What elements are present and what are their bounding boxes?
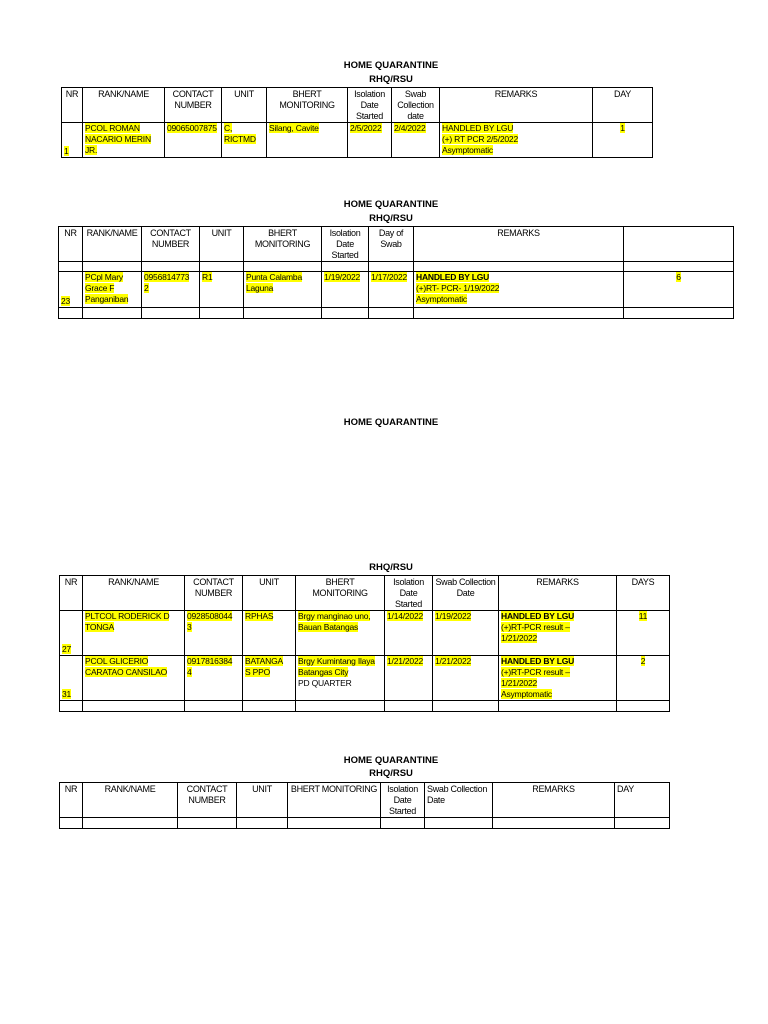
table-3-header-remarks-label: REMARKS: [536, 577, 579, 587]
table-2-row-1-rank-name-line-2-text: Grace F: [85, 283, 115, 293]
table-3-row-2-unit-wrap: [245, 656, 288, 678]
table-3-blank-cell: [433, 701, 499, 712]
table-1-row-1-unit: [222, 123, 267, 158]
table-2-row-1-isolation-date-text: 1/19/2022: [324, 272, 361, 282]
table-3-row-2-remarks-line-1: [501, 656, 614, 667]
table-2-row-1-remarks-line-3-text: Asymptomatic: [416, 294, 467, 304]
table-3-row-1-bhert-monitoring-line-2-text: Bauan Batangas: [298, 622, 359, 632]
table-3-row-2-remarks-line-3: [501, 678, 614, 689]
table-3-row-2-bhert-monitoring-line-2-text: Batangas City: [298, 667, 349, 677]
table-3-row-2-remarks-line-3-text: 1/21/2022: [501, 678, 538, 688]
table-2-row-1-bhert-monitoring-line-1: [246, 272, 319, 283]
table-1-row-1-rank-name-line-1: [85, 123, 162, 134]
table-2-row-1-rank-name-line-2: [85, 283, 139, 294]
quarantine-table-2: [58, 226, 734, 319]
table-2-blank-cell: [244, 308, 322, 319]
quarantine-table-3: [59, 575, 670, 712]
table-2-row-1-contact-number: [142, 272, 200, 308]
table-2-row-1-rank-name-line-3-text: Panganiban: [85, 294, 129, 304]
table-1-row-1-remarks-line-2-text: (+) RT PCR 2/5/2022: [442, 134, 518, 144]
table-3-row-1-rank-name-line-1: [85, 611, 182, 622]
table-3-header-nr-label: NR: [64, 577, 78, 587]
table-3-row-1-bhert-monitoring-line-1-text: Brgy manginao uno,: [298, 611, 371, 621]
table-4-blank-cell: [178, 818, 237, 829]
table-3-row-2-remarks-line-1-text: HANDLED BY LGU: [501, 656, 575, 666]
table-3-header-swab-date: [433, 576, 499, 611]
table-4-blank-cell: [615, 818, 670, 829]
table-2-row-1-bhert-monitoring-line-2: [246, 283, 319, 294]
table-4-header-isolation-date-label: Isolation Date Started: [387, 784, 418, 816]
table-4-blank-cell: [237, 818, 288, 829]
table-3-row-2-rank-name: [83, 656, 185, 701]
table-4-header-isolation-date: [381, 783, 425, 818]
table-1-header-unit: [222, 88, 267, 123]
table-3-row-1-swab-date: [433, 611, 499, 656]
table-1-row-1-contact-number-text: 09065007875: [167, 123, 217, 133]
table-3-row-1-isolation-date-text: 1/14/2022: [387, 611, 424, 621]
table-3-row-2-nr-text: 31: [62, 689, 72, 699]
table-3-row-2-isolation-date-text: 1/21/2022: [387, 656, 424, 666]
table-1-row-1-nr: [62, 123, 83, 158]
table-3-row-1-nr: [60, 611, 83, 656]
table-1-row-1-rank-name-line-2-text: NACARIO MERIN: [85, 134, 151, 144]
table-3-header-bhert-monitoring: [296, 576, 385, 611]
table-3-blank-cell: [385, 701, 433, 712]
table-3-row-1-rank-name-line-1-text: PLTCOL RODERICK D: [85, 611, 170, 621]
table-3-row-1-swab-date-text: 1/19/2022: [435, 611, 472, 621]
table-3-row-2-bhert-monitoring-line-2: [298, 667, 382, 678]
table-3-row-1-bhert-monitoring: [296, 611, 385, 656]
section-5-title: HOME QUARANTINE: [343, 755, 439, 766]
table-3-header-day-label: DAYS: [631, 577, 655, 587]
table-2-blank-cell: [142, 308, 200, 319]
section-4-subtitle: RHQ/RSU: [369, 562, 413, 573]
table-2-row-1-bhert-monitoring-line-2-text: Laguna: [246, 283, 274, 293]
table-2-blank-cell: [83, 308, 142, 319]
table-1-header-day: [593, 88, 653, 123]
table-3-blank-cell: [243, 701, 296, 712]
table-1-row-1-remarks: [440, 123, 593, 158]
table-3-header-rank-name: [83, 576, 185, 611]
table-3-row-2-day-text: 2: [640, 656, 646, 666]
table-2-row-1-contact-number-text: 09568147732: [144, 272, 190, 293]
table-2-header-row: [59, 227, 734, 262]
table-1-row-1-rank-name-line-2: [85, 134, 162, 145]
table-2-blank-cell: [59, 308, 83, 319]
table-4-header-swab-date-label: Swab Collection Date: [427, 784, 488, 805]
table-2-row-1-remarks-line-2-text: (+)RT- PCR- 1/19/2022: [416, 283, 500, 293]
table-3-row-2-day: [617, 656, 670, 701]
table-3-header-isolation-date-label: Isolation Date Started: [393, 577, 424, 609]
table-3-header-day: [617, 576, 670, 611]
table-4-header-nr-label: NR: [64, 784, 78, 794]
table-3-header-unit-label: UNIT: [259, 577, 279, 587]
table-3-row-1-nr-text: 27: [62, 644, 72, 654]
table-1-row-1-bhert-monitoring-text: Silang, Cavite: [269, 123, 319, 133]
table-3-blank-cell: [185, 701, 243, 712]
table-2-blank-cell: [369, 262, 414, 272]
table-2-blank-cell: [142, 262, 200, 272]
table-2-header-isolation-date: [322, 227, 369, 262]
table-1-row-1-swab-date: [392, 123, 440, 158]
table-row: [60, 611, 670, 656]
table-1-row-1-day: [593, 123, 653, 158]
table-3-row-2-contact-number-text: 09178163844: [187, 656, 233, 677]
table-1-row-1-contact-number: [165, 123, 222, 158]
table-2-blank-row: [59, 262, 734, 272]
table-4-header-unit-label: UNIT: [252, 784, 272, 794]
table-3-row-2-remarks-line-4-text: Asymptomatic: [501, 689, 552, 699]
table-3-blank-cell: [499, 701, 617, 712]
section-5-subtitle: RHQ/RSU: [369, 768, 413, 779]
table-3-row-1-isolation-date: [385, 611, 433, 656]
table-2-row-1-remarks-line-2: [416, 283, 621, 294]
table-3-header-row: [60, 576, 670, 611]
table-4-header-day: [615, 783, 670, 818]
table-2-row-1-bhert-monitoring-line-1-text: Punta Calamba: [246, 272, 302, 282]
section-3-title: HOME QUARANTINE: [343, 417, 439, 428]
table-1-row-1-remarks-line-3: [442, 145, 590, 156]
table-3-row-2-remarks-line-4: [501, 689, 614, 700]
table-3-row-2-unit: [243, 656, 296, 701]
table-3-row-1-remarks-line-2: [501, 622, 614, 633]
table-2-row-1-contact-number-wrap: [144, 272, 191, 294]
table-3-row-2-rank-name-line-1-text: PCOL GLICERIO: [85, 656, 149, 666]
table-3-row-1-rank-name-line-2: [85, 622, 182, 633]
table-4-header-bhert-monitoring-label: BHERT MONITORING: [290, 784, 378, 794]
table-2-header-day: [624, 227, 734, 262]
table-3-blank-row: [60, 701, 670, 712]
table-3-row-1-bhert-monitoring-line-1: [298, 611, 382, 622]
table-3-row-2-rank-name-line-1: [85, 656, 182, 667]
table-1-row-1-remarks-line-2: [442, 134, 590, 145]
table-3-row-1-rank-name: [83, 611, 185, 656]
table-3-row-1-unit-wrap: [245, 611, 288, 622]
table-2-blank-cell: [200, 308, 244, 319]
table-1-row-1-isolation-date-text: 2/5/2022: [350, 123, 382, 133]
table-2-blank-cell: [414, 308, 624, 319]
table-1-header-bhert-monitoring-label: BHERT MONITORING: [279, 89, 335, 110]
table-1-header-rank-name: [83, 88, 165, 123]
table-3-blank-cell: [617, 701, 670, 712]
table-2-header-unit: [200, 227, 244, 262]
table-3-blank-cell: [60, 701, 83, 712]
table-3-row-1-remarks-line-1: [501, 611, 614, 622]
table-1-row-1-rank-name-line-1-text: PCOL ROMAN: [85, 123, 140, 133]
table-1-header-isolation-date-label: Isolation Date Started: [354, 89, 385, 121]
table-2-row-1-rank-name-line-1-text: PCpl Mary: [85, 272, 123, 282]
table-3-header-rank-name-label: RANK/NAME: [108, 577, 159, 587]
table-1-header-nr-label: NR: [65, 89, 79, 99]
table-2-row-1-swab-date: [369, 272, 414, 308]
table-3-row-2-isolation-date: [385, 656, 433, 701]
table-2-row-1-remarks: [414, 272, 624, 308]
table-3-row-1-contact-number-wrap: [187, 611, 234, 633]
table-1-header-isolation-date: [348, 88, 392, 123]
table-2-row-1-remarks-line-1: [416, 272, 621, 283]
table-4-blank-cell: [493, 818, 615, 829]
table-2-row-1-nr-text: 23: [61, 296, 71, 306]
table-1-header-swab-date-label: Swab Collection date: [397, 89, 434, 121]
quarantine-table-1: [61, 87, 653, 158]
table-3-row-2-bhert-monitoring-line-1-text: Brgy Kumintang Ilaya: [298, 656, 375, 666]
table-3-row-1-contact-number: [185, 611, 243, 656]
table-4-blank-row: [60, 818, 670, 829]
table-4-header-remarks: [493, 783, 615, 818]
table-1-header-row: [62, 88, 653, 123]
table-1-header-remarks-label: REMARKS: [494, 89, 538, 99]
section-1-title: HOME QUARANTINE: [343, 60, 439, 71]
table-1-row-1-unit-line-2: [224, 134, 264, 145]
table-4-header-bhert-monitoring: [288, 783, 381, 818]
table-4-blank-cell: [60, 818, 83, 829]
table-1-row-1-rank-name-line-3: [85, 145, 162, 156]
table-3-row-2-unit-text: BATANGAS PPO: [245, 656, 283, 677]
table-4-header-day-label: DAY: [617, 784, 634, 794]
table-1-row-1-unit-line-1-text: C,: [224, 123, 233, 133]
table-3-row-1-remarks-line-1-text: HANDLED BY LGU: [501, 611, 575, 621]
table-4-header-contact-number: [178, 783, 237, 818]
table-2-row-1-rank-name: [83, 272, 142, 308]
table-2-header-unit-label: UNIT: [211, 228, 232, 238]
table-1-header-remarks: [440, 88, 593, 123]
section-2-subtitle: RHQ/RSU: [369, 213, 413, 224]
table-4-header-rank-name: [83, 783, 178, 818]
table-2-header-rank-name: [83, 227, 142, 262]
table-2-blank-cell: [244, 262, 322, 272]
table-1-row-1-remarks-line-3-text: Asymptomatic: [442, 145, 493, 155]
table-4-blank-cell: [381, 818, 425, 829]
table-3-row-1-unit-text: RPHAS: [245, 611, 274, 621]
table-4-header-rank-name-label: RANK/NAME: [104, 784, 156, 794]
table-3-header-contact-number: [185, 576, 243, 611]
table-3-row-2-swab-date-text: 1/21/2022: [435, 656, 472, 666]
table-3-row-1-day-text: 11: [638, 611, 648, 621]
table-3-header-unit: [243, 576, 296, 611]
table-2-row-1-swab-date-text: 1/17/2022: [371, 272, 408, 282]
table-4-header-remarks-label: REMARKS: [532, 784, 575, 794]
table-2-header-swab-date-label: Day of Swab: [378, 228, 404, 249]
table-2-blank-cell: [83, 262, 142, 272]
table-3-row-1-contact-number-text: 09285080443: [187, 611, 233, 632]
table-4-header-row: [60, 783, 670, 818]
table-2-header-contact-number: [142, 227, 200, 262]
table-3-row-2-bhert-monitoring-line-1: [298, 656, 382, 667]
table-1-row-1-unit-line-1: [224, 123, 264, 134]
table-2-header-rank-name-label: RANK/NAME: [86, 228, 138, 238]
table-3-row-2-bhert-monitoring-line-3-text: PD QUARTER: [298, 678, 352, 688]
table-1-row-1-bhert-monitoring: [267, 123, 348, 158]
table-1-row-1-nr-text: 1: [64, 146, 69, 156]
table-3-header-contact-number-label: CONTACT NUMBER: [193, 577, 234, 598]
table-2-row-1-day-text: 6: [676, 272, 681, 282]
table-3-header-bhert-monitoring-label: BHERT MONITORING: [312, 577, 368, 598]
table-3-row-1-rank-name-line-2-text: TONGA: [85, 622, 115, 632]
table-row: [59, 272, 734, 308]
table-3-blank-cell: [296, 701, 385, 712]
table-2-blank-row: [59, 308, 734, 319]
table-2-blank-cell: [322, 262, 369, 272]
table-2-header-contact-number-label: CONTACT NUMBER: [150, 228, 191, 249]
table-1-header-unit-label: UNIT: [234, 89, 254, 99]
table-2-header-swab-date: [369, 227, 414, 262]
table-3-header-swab-date-label: Swab Collection Date: [435, 577, 496, 598]
table-4-blank-cell: [83, 818, 178, 829]
table-3-row-1-remarks: [499, 611, 617, 656]
table-2-row-1-bhert-monitoring: [244, 272, 322, 308]
table-2-row-1-rank-name-line-3: [85, 294, 139, 305]
table-4-header-swab-date: [425, 783, 493, 818]
table-3-header-isolation-date: [385, 576, 433, 611]
table-1-row-1-rank-name-line-3-text: JR.: [85, 145, 98, 155]
table-2-header-nr: [59, 227, 83, 262]
table-3-row-2-remarks: [499, 656, 617, 701]
table-2-blank-cell: [624, 262, 734, 272]
table-1-header-rank-name-label: RANK/NAME: [98, 89, 149, 99]
table-4-header-contact-number-label: CONTACT NUMBER: [186, 784, 228, 805]
table-2-header-nr-label: NR: [64, 228, 77, 238]
table-3-row-1-remarks-line-2-text: (+)RT-PCR result –: [501, 622, 570, 632]
table-2-header-remarks-label: REMARKS: [497, 228, 540, 238]
table-1-row-1-unit-line-2-text: RICTMD: [224, 134, 256, 144]
table-2-header-isolation-date-label: Isolation Date Started: [329, 228, 361, 260]
table-3-blank-cell: [83, 701, 185, 712]
table-4-blank-cell: [425, 818, 493, 829]
table-3-row-2-remarks-line-2: [501, 667, 614, 678]
table-1-header-nr: [62, 88, 83, 123]
table-2-row-1-day: [624, 272, 734, 308]
table-2-row-1-unit: [200, 272, 244, 308]
table-3-row-1-remarks-line-3: [501, 633, 614, 644]
table-2-header-remarks: [414, 227, 624, 262]
table-1-header-bhert-monitoring: [267, 88, 348, 123]
section-2-title: HOME QUARANTINE: [343, 199, 439, 210]
table-3-row-2-rank-name-line-2: [85, 667, 182, 678]
table-2-blank-cell: [369, 308, 414, 319]
table-3-row-1-remarks-line-3-text: 1/21/2022: [501, 633, 538, 643]
table-1-header-swab-date: [392, 88, 440, 123]
table-4-blank-cell: [288, 818, 381, 829]
table-2-row-1-remarks-line-3: [416, 294, 621, 305]
table-1-row-1-rank-name: [83, 123, 165, 158]
table-3-header-remarks: [499, 576, 617, 611]
table-2-blank-cell: [624, 308, 734, 319]
table-2-row-1-nr: [59, 272, 83, 308]
table-3-row-2-contact-number-wrap: [187, 656, 234, 678]
table-1-header-day-label: DAY: [614, 89, 631, 99]
table-2-blank-cell: [414, 262, 624, 272]
table-1-row-1-remarks-line-1: [442, 123, 590, 134]
table-3-header-nr: [60, 576, 83, 611]
quarantine-table-4: [59, 782, 670, 829]
table-3-row-2-swab-date: [433, 656, 499, 701]
table-3-row-1-unit: [243, 611, 296, 656]
table-1-row-1-remarks-line-1-text: HANDLED BY LGU: [442, 123, 514, 133]
table-row: [62, 123, 653, 158]
table-1-header-contact-number-label: CONTACT NUMBER: [172, 89, 214, 110]
table-2-header-bhert-monitoring: [244, 227, 322, 262]
section-1-subtitle: RHQ/RSU: [369, 74, 413, 85]
table-3-row-2-nr: [60, 656, 83, 701]
table-3-row-2-bhert-monitoring: [296, 656, 385, 701]
table-1-row-1-swab-date-text: 2/4/2022: [394, 123, 426, 133]
table-4-header-nr: [60, 783, 83, 818]
table-2-row-1-remarks-line-1-text: HANDLED BY LGU: [416, 272, 490, 282]
table-2-blank-cell: [322, 308, 369, 319]
table-2-header-bhert-monitoring-label: BHERT MONITORING: [254, 228, 311, 249]
table-2-row-1-rank-name-line-1: [85, 272, 139, 283]
table-3-row-2-contact-number: [185, 656, 243, 701]
table-3-row-2-bhert-monitoring-line-3: [298, 678, 382, 689]
table-2-row-1-isolation-date: [322, 272, 369, 308]
table-3-row-2-remarks-line-2-text: (+)RT-PCR result –: [501, 667, 570, 677]
table-3-row-1-bhert-monitoring-line-2: [298, 622, 382, 633]
table-3-row-1-day: [617, 611, 670, 656]
table-row: [60, 656, 670, 701]
table-1-row-1-day-text: 1: [620, 123, 625, 133]
table-4-header-unit: [237, 783, 288, 818]
table-2-blank-cell: [200, 262, 244, 272]
table-2-blank-cell: [59, 262, 83, 272]
table-3-row-2-rank-name-line-2-text: CARATAO CANSILAO: [85, 667, 167, 677]
table-1-header-contact-number: [165, 88, 222, 123]
table-2-row-1-unit-text: R1: [202, 272, 213, 282]
table-1-row-1-isolation-date: [348, 123, 392, 158]
